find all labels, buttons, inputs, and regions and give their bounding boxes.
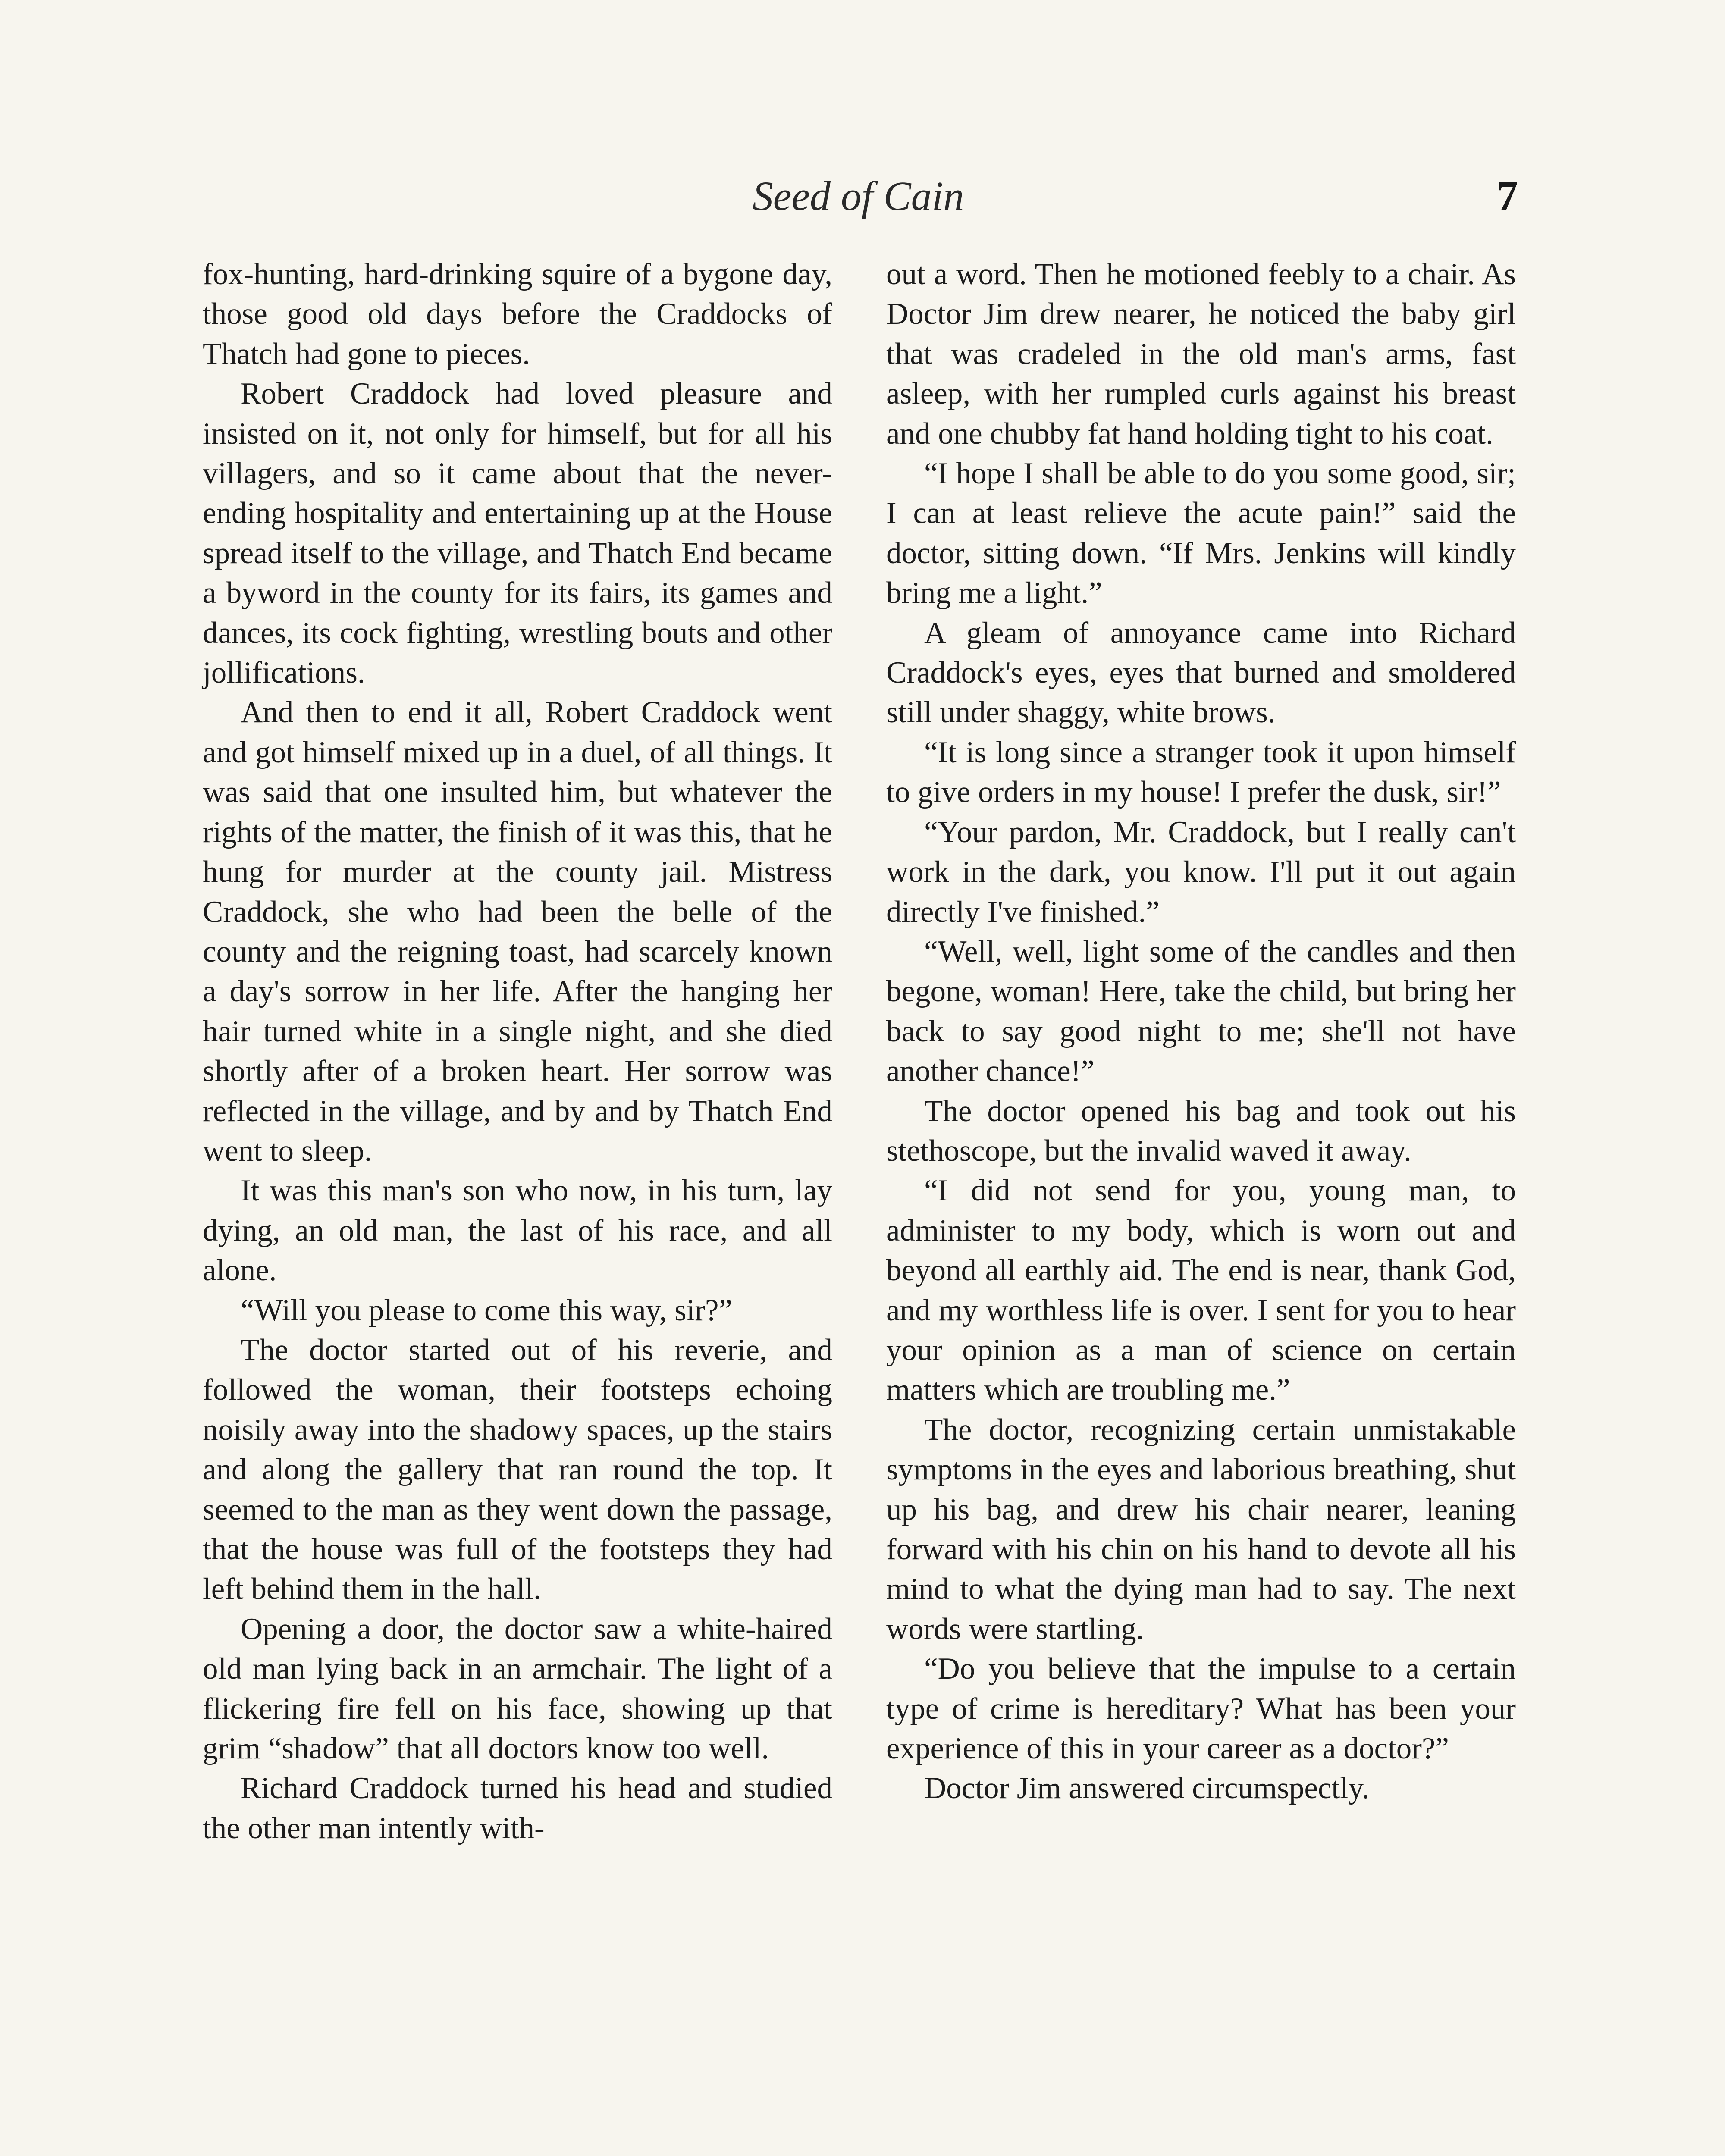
paragraph: The doctor, recognizing certain unmistakable symptoms in the eyes and laborious breathing, shut up his bag, and drew his chair nearer, leaning forward with his chin on his hand to devote all his mind to what the dying man had to say. The next words were startling. xyxy=(886,1413,1516,1646)
paragraph: “Will you please to come this way, sir?” xyxy=(241,1293,733,1327)
paragraph: Doctor Jim answered circumspectly. xyxy=(924,1771,1370,1805)
running-title: Seed of Cain xyxy=(752,173,964,219)
paragraph: “Well, well, light some of the candles and then begone, woman! Here, take the child, but bring her back to say good night to me; she'll not have another chance!” xyxy=(886,934,1516,1088)
paragraph: And then to end it all, Robert Craddock went and got himself mixed up in a duel, of all things. It was said that one insulted him, but whatever the rights of the matter, the finish of it was this, that he hung for murder at the county jail. Mistress Craddock, she who had been the belle of the county and the reigning toast, had scarcely known a day's sorrow in her life. After the hanging her hair turned white in a single night, and she died shortly after of a broken heart. Her sorrow was reflected in the village, and by and by Thatch End went to sleep. xyxy=(203,696,832,1168)
paragraph: “I hope I shall be able to do you some good, sir; I can at least relieve the acute pain!” said the doctor, sitting down. “If Mrs. Jenkins will kindly bring me a light.” xyxy=(886,457,1516,610)
paragraph: Richard Craddock turned his head and studied the other man intently with- xyxy=(203,1771,832,1845)
paragraph: “Do you believe that the impulse to a certain type of crime is hereditary? What has been your experience of this in your career as a doctor?” xyxy=(886,1652,1516,1766)
paragraph: “Your pardon, Mr. Craddock, but I really can't work in the dark, you know. I'll put it out again directly I've finished.” xyxy=(886,815,1516,929)
paragraph: fox-hunting, hard-drinking squire of a bygone day, those good old days before the Craddocks of Thatch had gone to pieces. xyxy=(203,257,832,371)
paragraph: Opening a door, the doctor saw a white-haired old man lying back in an armchair. The light of a flickering fire fell on his face, showing up that grim “shadow” that all doctors know too well. xyxy=(203,1612,832,1766)
paragraph: out a word. Then he motioned feebly to a chair. As Doctor Jim drew nearer, he noticed the baby girl that was cradeled in the old man's arms, fast asleep, with her rumpled curls against his breast and one chubby fat hand holding tight to his coat. xyxy=(886,257,1516,451)
left-column xyxy=(203,254,832,1848)
paragraph: It was this man's son who now, in his turn, lay dying, an old man, the last of his race, and all alone. xyxy=(203,1174,832,1288)
paragraph: “It is long since a stranger took it upon himself to give orders in my house! I prefer the dusk, sir!” xyxy=(886,735,1516,809)
paragraph: The doctor started out of his reverie, and followed the woman, their footsteps echoing noisily away into the shadowy spaces, up the stairs and along the gallery that ran round the top. It seemed to the man as they went down the passage, that the house was full of the footsteps they had left behind them in the hall. xyxy=(203,1333,832,1606)
right-column xyxy=(886,254,1516,1808)
paragraph: “I did not send for you, young man, to administer to my body, which is worn out and beyond all earthly aid. The end is near, thank God, and my worthless life is over. I sent for you to hear your opinion as a man of science on certain matters which are troubling me.” xyxy=(886,1174,1516,1407)
paragraph: The doctor opened his bag and took out his stethoscope, but the invalid waved it away. xyxy=(886,1094,1516,1168)
paragraph: A gleam of annoyance came into Richard Craddock's eyes, eyes that burned and smoldered still under shaggy, white brows. xyxy=(886,616,1516,730)
page-number: 7 xyxy=(1496,172,1518,220)
page-header xyxy=(198,164,1518,229)
paragraph: Robert Craddock had loved pleasure and insisted on it, not only for himself, but for all his villagers, and so it came about that the never-ending hospitality and entertaining up at the House spread itself to the village, and Thatch End became a byword in the county for its fairs, its games and dances, its cock fighting, wrestling bouts and other jollifications. xyxy=(203,377,832,690)
